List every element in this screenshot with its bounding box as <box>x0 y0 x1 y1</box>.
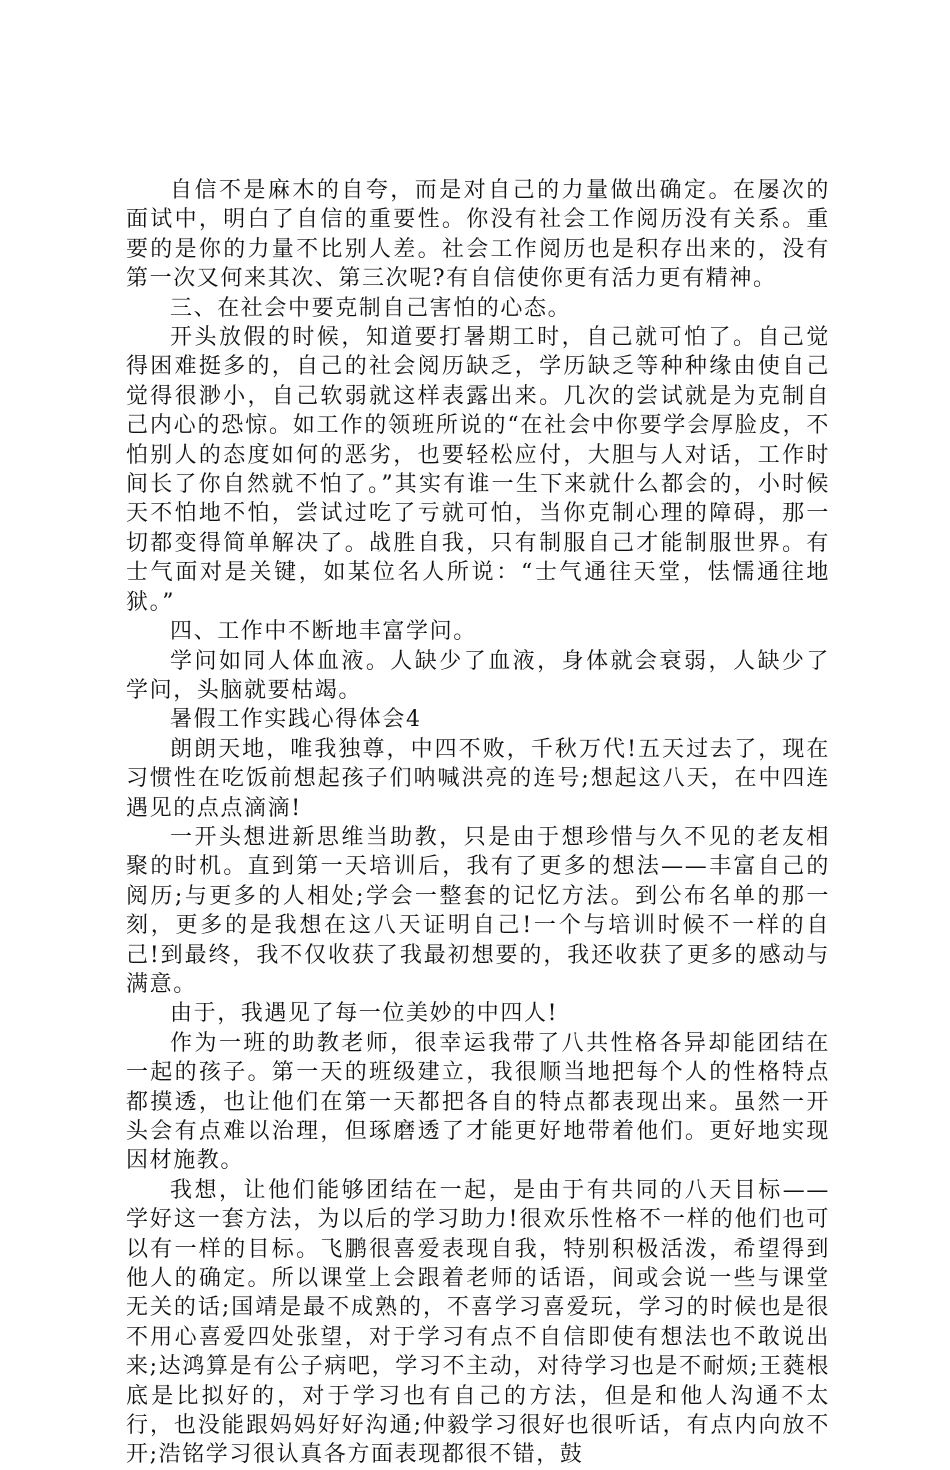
paragraph-confidence: 自信不是麻木的自夸，而是对自己的力量做出确定。在屡次的面试中，明白了自信的重要性。你没有社会工作阅历没有关系。重要的是你的力量不比别人差。社会工作阅历也是积存出来的，没有第一次又何来其次、第三次呢?有自信使你更有活力更有精神。 <box>126 178 830 292</box>
heading-enrich-knowledge: 四、工作中不断地丰富学问。 <box>170 619 477 645</box>
paragraph-class-one: 作为一班的助教老师，很幸运我带了八共性格各异却能团结在一起的孩子。第一天的班级建立，我很顺当地把每个人的性格特点都摸透，也让他们在第一天都把各自的特点都表现出来。虽然一开头会有点难以治理，但琢磨透了才能更好地带着他们。更好地实现因材施教。 <box>126 1030 830 1174</box>
section-title-experience-4: 暑假工作实践心得体会4 <box>170 707 422 733</box>
paragraph-common-goal: 我想，让他们能够团结在一起，是由于有共同的八天目标——学好这一套方法，为以后的学习助力!很欢乐性格不一样的他们也可以有一样的目标。飞鹏很喜爱表现自我，特别积极活泼，希望得到他人的确定。所以课堂上会跟着老师的话语，间或会说一些与课堂无关的话;国靖是最不成熟的，不喜学习喜爱玩，学习的时候也是很不用心喜爱四处张望，对于学习有点不自信即使有想法也不敢说出来;达鸿算是有公子病吧，学习不主动，对待学习也是不耐烦;王蕤根底是比拟好的，对于学习也有自己的方法，但是和他人沟通不太行，也没能跟妈妈好好沟通;仲毅学习很好也很听话，有点内向放不开;浩铭学习很认真各方面表现都很不错，鼓 <box>126 1177 830 1468</box>
paragraph-assistant-start: 一开头想进新思维当助教，只是由于想珍惜与久不见的老友相聚的时机。直到第一天培训后，我有了更多的想法——丰富自己的阅历;与更多的人相处;学会一整套的记忆方法。到公布名单的那一刻，更多的是我想在这八天证明自己!一个与培训时候不一样的自己!到最终，我不仅收获了我最初想要的，我还收获了更多的感动与满意。 <box>126 824 830 997</box>
paragraph-summer-work-fear: 开头放假的时候，知道要打暑期工时，自己就可怕了。自己觉得困难挺多的，自己的社会阅历缺乏，学历缺乏等种种缘由使自己觉得很渺小，自己软弱就这样表露出来。几次的尝试就是为克制自己内心的恐惊。如工作的领班所说的“在社会中你要学会厚脸皮，不怕别人的态度如何的恶劣，也要轻松应付，大胆与人对话，工作时间长了你自然就不怕了。”其实有谁一生下来就什么都会的，小时候天不怕地不怕，尝试过吃了亏就可怕，当你克制心理的障碍，那一切都变得简单解决了。战胜自我，只有制服自己才能制服世界。有士气面对是关键，如某位名人所说：“士气通往天堂，怯懦通往地狱。” <box>126 325 830 615</box>
document-body <box>126 176 830 1470</box>
heading-overcome-fear: 三、在社会中要克制自己害怕的心态。 <box>170 295 572 321</box>
paragraph-met-everyone: 由于，我遇见了每一位美妙的中四人! <box>170 1001 559 1027</box>
paragraph-slogan: 朗朗天地，唯我独尊，中四不败，千秋万代!五天过去了，现在习惯性在吃饭前想起孩子们呐喊洪亮的连号;想起这八天，在中四连遇见的点点滴滴! <box>126 736 830 821</box>
paragraph-knowledge-blood: 学问如同人体血液。人缺少了血液，身体就会衰弱，人缺少了学问，头脑就要枯竭。 <box>126 648 830 703</box>
